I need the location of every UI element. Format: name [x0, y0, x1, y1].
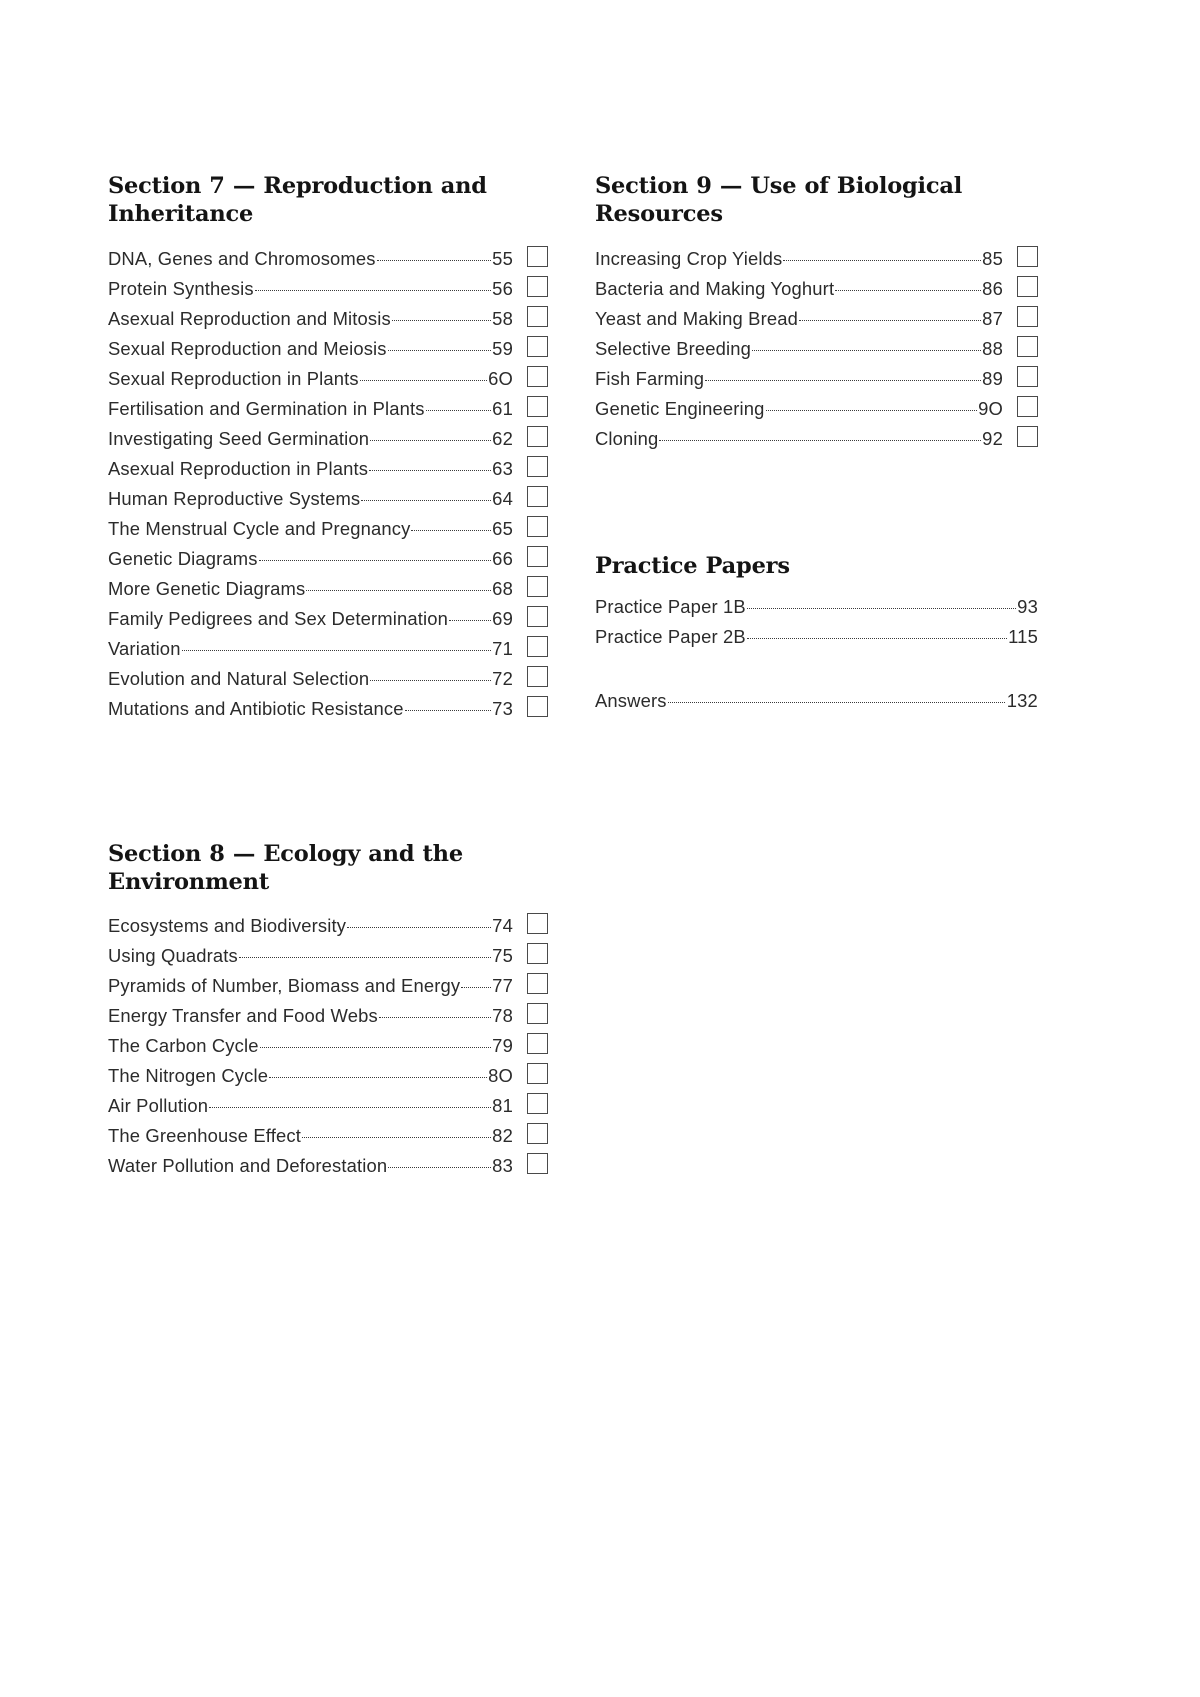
answers-list: [595, 683, 1038, 713]
dot-leader: [379, 1004, 491, 1022]
section-gap: [595, 448, 1038, 552]
toc-entry-page: 85: [982, 247, 1003, 269]
toc-checkbox[interactable]: [527, 546, 548, 567]
toc-entry-page: 79: [492, 1035, 513, 1057]
toc-entry-title: The Greenhouse Effect: [108, 1125, 301, 1147]
answers-gap: [595, 649, 1038, 683]
dot-leader: [388, 336, 491, 354]
toc-entry-title: Fish Farming: [595, 367, 705, 389]
toc-entry-page: 72: [492, 667, 513, 689]
toc-row[interactable]: [108, 448, 548, 478]
toc-entry-page: 115: [1008, 626, 1038, 648]
toc-entry-title: The Nitrogen Cycle: [108, 1065, 269, 1087]
practice-papers-list: [595, 589, 1038, 649]
dot-leader: [705, 366, 981, 384]
toc-entry-title: Energy Transfer and Food Webs: [108, 1005, 378, 1027]
toc-row[interactable]: [108, 1145, 548, 1175]
toc-checkbox[interactable]: [527, 696, 548, 717]
section-7-list: [108, 238, 548, 718]
toc-row[interactable]: [108, 1025, 548, 1055]
toc-checkbox[interactable]: [527, 1093, 548, 1114]
toc-entry-page: 61: [492, 397, 513, 419]
toc-entry-title: Bacteria and Making Yoghurt: [595, 277, 835, 299]
toc-entry-page: 56: [492, 277, 513, 299]
dot-leader: [799, 306, 981, 324]
toc-row[interactable]: [595, 418, 1038, 448]
toc-checkbox[interactable]: [527, 276, 548, 297]
section-7-heading: Section 7 — Reproduction and Inheritance: [108, 173, 487, 228]
toc-entry-title: Air Pollution: [108, 1095, 209, 1117]
toc-entry-page: 92: [982, 427, 1003, 449]
toc-row[interactable]: [108, 628, 548, 658]
dot-leader: [260, 1034, 491, 1052]
toc-entry-page: 62: [492, 427, 513, 449]
toc-entry-title: Protein Synthesis: [108, 277, 254, 299]
toc-entry-title: Family Pedigrees and Sex Determination: [108, 607, 448, 629]
toc-checkbox[interactable]: [527, 366, 548, 387]
toc-row[interactable]: [108, 1085, 548, 1115]
toc-row[interactable]: [108, 1055, 548, 1085]
toc-entry-title: Cloning: [595, 427, 659, 449]
toc-entry-title: More Genetic Diagrams: [108, 577, 306, 599]
dot-leader: [461, 974, 490, 992]
dot-leader: [747, 595, 1016, 613]
toc-entry-page: 83: [492, 1155, 513, 1177]
dot-leader: [659, 426, 980, 444]
toc-entry-title: Investigating Seed Germination: [108, 427, 370, 449]
toc-entry-page: 55: [492, 247, 513, 269]
toc-entry-title: Evolution and Natural Selection: [108, 667, 370, 689]
toc-entry-title: Practice Paper 2B: [595, 626, 746, 648]
dot-leader: [182, 636, 491, 654]
dot-leader: [255, 276, 491, 294]
toc-checkbox[interactable]: [527, 1003, 548, 1024]
dot-leader: [747, 625, 1007, 643]
practice-papers-block: [595, 552, 1038, 649]
toc-checkbox[interactable]: [527, 396, 548, 417]
toc-row[interactable]: [108, 478, 548, 508]
toc-entry-page: 86: [982, 277, 1003, 299]
toc-entry-title: Selective Breeding: [595, 337, 752, 359]
toc-checkbox[interactable]: [527, 1063, 548, 1084]
dot-leader: [239, 944, 491, 962]
toc-entry-title: Fertilisation and Germination in Plants: [108, 397, 425, 419]
toc-entry-page: 89: [982, 367, 1003, 389]
dot-leader: [209, 1094, 491, 1112]
toc-entry-page: 87: [982, 307, 1003, 329]
toc-checkbox[interactable]: [527, 246, 548, 267]
dot-leader: [449, 606, 491, 624]
toc-row[interactable]: [108, 328, 548, 358]
dot-leader: [426, 396, 491, 414]
toc-entry-title: Human Reproductive Systems: [108, 487, 361, 509]
dot-leader: [302, 1124, 491, 1142]
dot-leader: [347, 914, 491, 932]
dot-leader: [370, 426, 491, 444]
toc-row[interactable]: [108, 268, 548, 298]
toc-row[interactable]: [595, 589, 1038, 619]
toc-entry-title: Genetic Diagrams: [108, 547, 258, 569]
dot-leader: [392, 306, 491, 324]
toc-entry-page: 59: [492, 337, 513, 359]
dot-leader: [259, 546, 491, 564]
toc-checkbox[interactable]: [527, 973, 548, 994]
section-8-list: [108, 905, 548, 1175]
toc-entry-title: The Menstrual Cycle and Pregnancy: [108, 517, 411, 539]
section-9-block: [595, 172, 1038, 448]
toc-checkbox[interactable]: [1017, 306, 1038, 327]
toc-entry-title: Asexual Reproduction in Plants: [108, 457, 369, 479]
toc-entry-page: 63: [492, 457, 513, 479]
toc-entry-page: 93: [1017, 596, 1038, 618]
dot-leader: [668, 689, 1006, 707]
dot-leader: [369, 456, 491, 474]
toc-row[interactable]: [108, 538, 548, 568]
right-column: [595, 172, 1038, 713]
toc-entry-title: Sexual Reproduction and Meiosis: [108, 337, 387, 359]
toc-entry-page: 65: [492, 517, 513, 539]
toc-checkbox[interactable]: [527, 913, 548, 934]
toc-entry-page: 66: [492, 547, 513, 569]
toc-row[interactable]: [108, 995, 548, 1025]
toc-checkbox[interactable]: [527, 456, 548, 477]
toc-checkbox[interactable]: [527, 666, 548, 687]
toc-row[interactable]: [595, 238, 1038, 268]
dot-leader: [361, 486, 490, 504]
dot-leader: [306, 576, 490, 594]
toc-row[interactable]: [108, 238, 548, 268]
dot-leader: [269, 1064, 486, 1082]
dot-leader: [835, 276, 980, 294]
toc-entry-title: Increasing Crop Yields: [595, 247, 783, 269]
toc-entry-page: 77: [492, 975, 513, 997]
dot-leader: [411, 516, 490, 534]
toc-row[interactable]: [108, 598, 548, 628]
toc-row[interactable]: [595, 268, 1038, 298]
toc-row[interactable]: [595, 328, 1038, 358]
dot-leader: [752, 336, 981, 354]
toc-entry-page: 64: [492, 487, 513, 509]
toc-row[interactable]: [108, 935, 548, 965]
toc-row[interactable]: [108, 358, 548, 388]
dot-leader: [783, 246, 980, 264]
toc-checkbox[interactable]: [527, 576, 548, 597]
toc-entry-title: Ecosystems and Biodiversity: [108, 915, 347, 937]
toc-checkbox[interactable]: [527, 306, 548, 327]
dot-leader: [405, 696, 491, 714]
toc-entry-title: Genetic Engineering: [595, 397, 765, 419]
toc-checkbox[interactable]: [527, 943, 548, 964]
toc-row[interactable]: [595, 619, 1038, 649]
toc-checkbox[interactable]: [1017, 366, 1038, 387]
toc-checkbox[interactable]: [527, 336, 548, 357]
toc-row[interactable]: [108, 658, 548, 688]
toc-checkbox[interactable]: [527, 516, 548, 537]
toc-row[interactable]: [108, 388, 548, 418]
answers-page: 132: [1006, 690, 1038, 712]
toc-entry-title: Using Quadrats: [108, 945, 238, 967]
toc-entry-title: Practice Paper 1B: [595, 596, 746, 618]
toc-row[interactable]: [108, 1115, 548, 1145]
toc-entry-title: Mutations and Antibiotic Resistance: [108, 697, 404, 719]
toc-entry-page: 6O: [488, 367, 513, 389]
section-9-heading: Section 9 — Use of Biological Resources: [595, 173, 963, 228]
section-8-block: [108, 840, 548, 1176]
toc-entry-page: 8O: [488, 1065, 513, 1087]
dot-leader: [388, 1154, 490, 1172]
toc-entry-page: 58: [492, 307, 513, 329]
toc-row[interactable]: [108, 298, 548, 328]
toc-checkbox[interactable]: [1017, 336, 1038, 357]
section-gap: [108, 718, 548, 840]
toc-checkbox[interactable]: [1017, 396, 1038, 417]
toc-entry-page: 71: [492, 637, 513, 659]
toc-checkbox[interactable]: [1017, 276, 1038, 297]
toc-entry-page: 88: [982, 337, 1003, 359]
practice-papers-heading: Practice Papers: [595, 552, 790, 579]
toc-row[interactable]: [108, 418, 548, 448]
dot-leader: [370, 666, 490, 684]
toc-row[interactable]: [108, 688, 548, 718]
toc-row[interactable]: [595, 298, 1038, 328]
toc-checkbox[interactable]: [527, 1153, 548, 1174]
toc-entry-page: 75: [492, 945, 513, 967]
toc-row-answers[interactable]: [595, 683, 1038, 713]
toc-entry-page: 73: [492, 697, 513, 719]
toc-checkbox[interactable]: [527, 636, 548, 657]
section-8-heading: Section 8 — Ecology and the Environment: [108, 840, 463, 896]
section-9-list: [595, 238, 1038, 448]
toc-entry-title: Water Pollution and Deforestation: [108, 1155, 388, 1177]
left-column: [108, 172, 548, 1175]
toc-row[interactable]: [108, 905, 548, 935]
toc-entry-page: 81: [492, 1095, 513, 1117]
toc-entry-title: Sexual Reproduction in Plants: [108, 367, 359, 389]
toc-row[interactable]: [108, 568, 548, 598]
dot-leader: [360, 366, 487, 384]
toc-entry-page: 9O: [978, 397, 1003, 419]
toc-row[interactable]: [108, 508, 548, 538]
toc-row[interactable]: [108, 965, 548, 995]
toc-row[interactable]: [595, 388, 1038, 418]
answers-title: Answers: [595, 690, 667, 712]
toc-entry-title: Yeast and Making Bread: [595, 307, 799, 329]
toc-checkbox[interactable]: [527, 426, 548, 447]
toc-entry-title: Variation: [108, 637, 181, 659]
toc-entry-page: 74: [492, 915, 513, 937]
toc-entry-page: 82: [492, 1125, 513, 1147]
toc-entry-title: Asexual Reproduction and Mitosis: [108, 307, 391, 329]
toc-entry-page: 68: [492, 577, 513, 599]
toc-checkbox[interactable]: [527, 1033, 548, 1054]
toc-entry-title: The Carbon Cycle: [108, 1035, 259, 1057]
dot-leader: [377, 246, 491, 264]
toc-checkbox[interactable]: [527, 486, 548, 507]
toc-checkbox[interactable]: [1017, 426, 1038, 447]
section-7-block: [108, 172, 548, 718]
toc-entry-title: Pyramids of Number, Biomass and Energy: [108, 975, 461, 997]
dot-leader: [766, 396, 977, 414]
toc-row[interactable]: [595, 358, 1038, 388]
toc-checkbox[interactable]: [527, 1123, 548, 1144]
toc-entry-page: 69: [492, 607, 513, 629]
toc-checkbox[interactable]: [527, 606, 548, 627]
toc-entry-page: 78: [492, 1005, 513, 1027]
toc-checkbox[interactable]: [1017, 246, 1038, 267]
toc-entry-title: DNA, Genes and Chromosomes: [108, 247, 376, 269]
toc-columns: [108, 172, 1038, 1175]
